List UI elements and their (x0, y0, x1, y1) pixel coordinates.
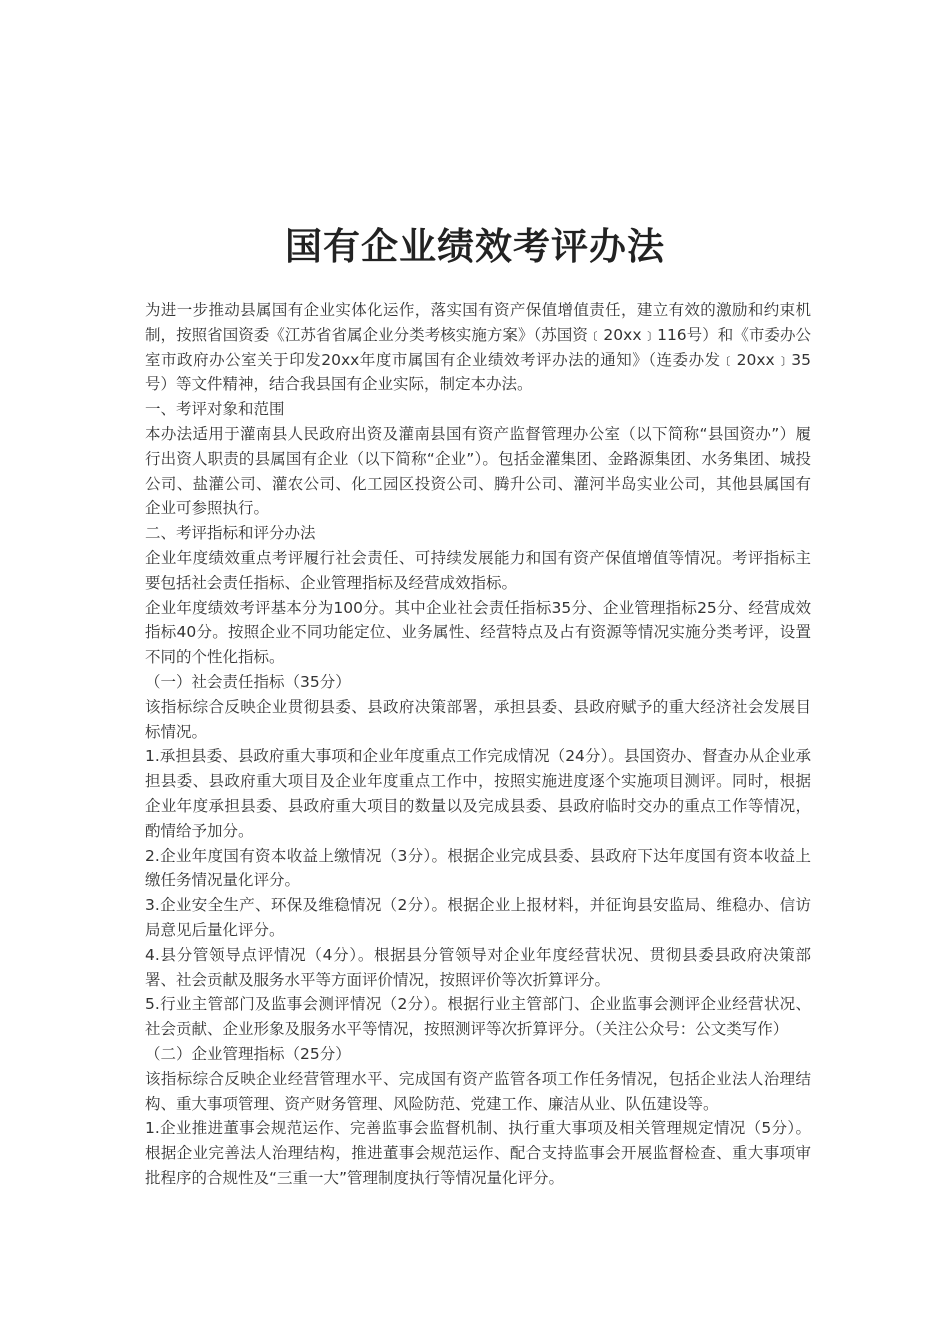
subsection-heading-management: （二）企业管理指标（25分） (145, 1044, 351, 1063)
paragraph-management-desc: 该指标综合反映企业经营管理水平、完成国有资产监管各项工作任务情况，包括企业法人治理结构、重大事项管理、资产财务管理、风险防范、党建工作、廉洁从业、队伍建设等。 (145, 1069, 811, 1113)
list-item-5: 5.行业主管部门及监事会测评情况（2分）。根据行业主管部门、企业监事会测评企业经营状况、社会贡献、企业形象及服务水平等情况，按照测评等次折算评分。（关注公众号：公文类写作） (145, 995, 811, 1039)
section-heading-1: 一、考评对象和范围 (145, 400, 285, 419)
list-item-3: 3.企业安全生产、环保及维稳情况（2分）。根据企业上报材料，并征询县安监局、维稳办、信访局意见后量化评分。 (145, 896, 811, 939)
list-item-1: 1.承担县委、县政府重大事项和企业年度重点工作完成情况（24分）。县国资办、督查办从企业承担县委、县政府重大项目及企业年度重点工作中，按照实施进度逐个实施项目测评。同时，根据企业年度承担县委、县政府重大项目的数量以及完成县委、县政府临时交办的重点工作等情况，酌情给予加分。 (145, 747, 811, 840)
section-heading-2: 二、考评指标和评分办法 (145, 524, 316, 543)
list-item-2: 2.企业年度国有资本收益上缴情况（3分）。根据企业完成县委、县政府下达年度国有资本收益上缴任务情况量化评分。 (145, 846, 811, 890)
paragraph-scope: 本办法适用于灌南县人民政府出资及灌南县国有资产监督管理办公室（以下简称“县国资办”）履行出资人职责的县属国有企业（以下简称“企业”）。包括金灌集团、金路源集团、水务集团、城投公司、盐灌公司、灌农公司、化工园区投资公司、腾升公司、灌河半岛实业公司，其他县属国有企业可参照执行。 (145, 424, 811, 518)
document-body (145, 298, 811, 1191)
list-item-4: 4.县分管领导点评情况（4分）。根据县分管领导对企业年度经营状况、贯彻县委县政府决策部署、社会贡献及服务水平等方面评价情况，按照评价等次折算评分。 (145, 945, 811, 989)
paragraph-intro: 为进一步推动县属国有企业实体化运作，落实国有资产保值增值责任，建立有效的激励和约束机制，按照省国资委《江苏省省属企业分类考核实施方案》（苏国资﹝20xx﹞116号）和《市委办公室市政府办公室关于印发20xx年度市属国有企业绩效考评办法的通知》（连委办发﹝20xx﹞35号）等文件精神，结合我县国有企业实际，制定本办法。 (145, 301, 811, 394)
paragraph-social-desc: 该指标综合反映企业贯彻县委、县政府决策部署，承担县委、县政府赋予的重大经济社会发展目标情况。 (145, 697, 811, 741)
paragraph-indicators: 企业年度绩效重点考评履行社会责任、可持续发展能力和国有资产保值增值等情况。考评指标主要包括社会责任指标、企业管理指标及经营成效指标。 (145, 548, 811, 592)
subsection-heading-social: （一）社会责任指标（35分） (145, 672, 351, 691)
paragraph-scoring: 企业年度绩效考评基本分为100分。其中企业社会责任指标35分、企业管理指标25分、经营成效指标40分。按照企业不同功能定位、业务属性、经营特点及占有资源等情况实施分类考评，设置不同的个性化指标。 (145, 598, 811, 667)
list-item-management-1: 1.企业推进董事会规范运作、完善监事会监督机制、执行重大事项及相关管理规定情况（5分）。根据企业完善法人治理结构，推进董事会规范运作、配合支持监事会开展监督检查、重大事项审批程序的合规性及“三重一大”管理制度执行等情况量化评分。 (145, 1119, 811, 1187)
document-title: 国有企业绩效考评办法 (285, 223, 665, 268)
